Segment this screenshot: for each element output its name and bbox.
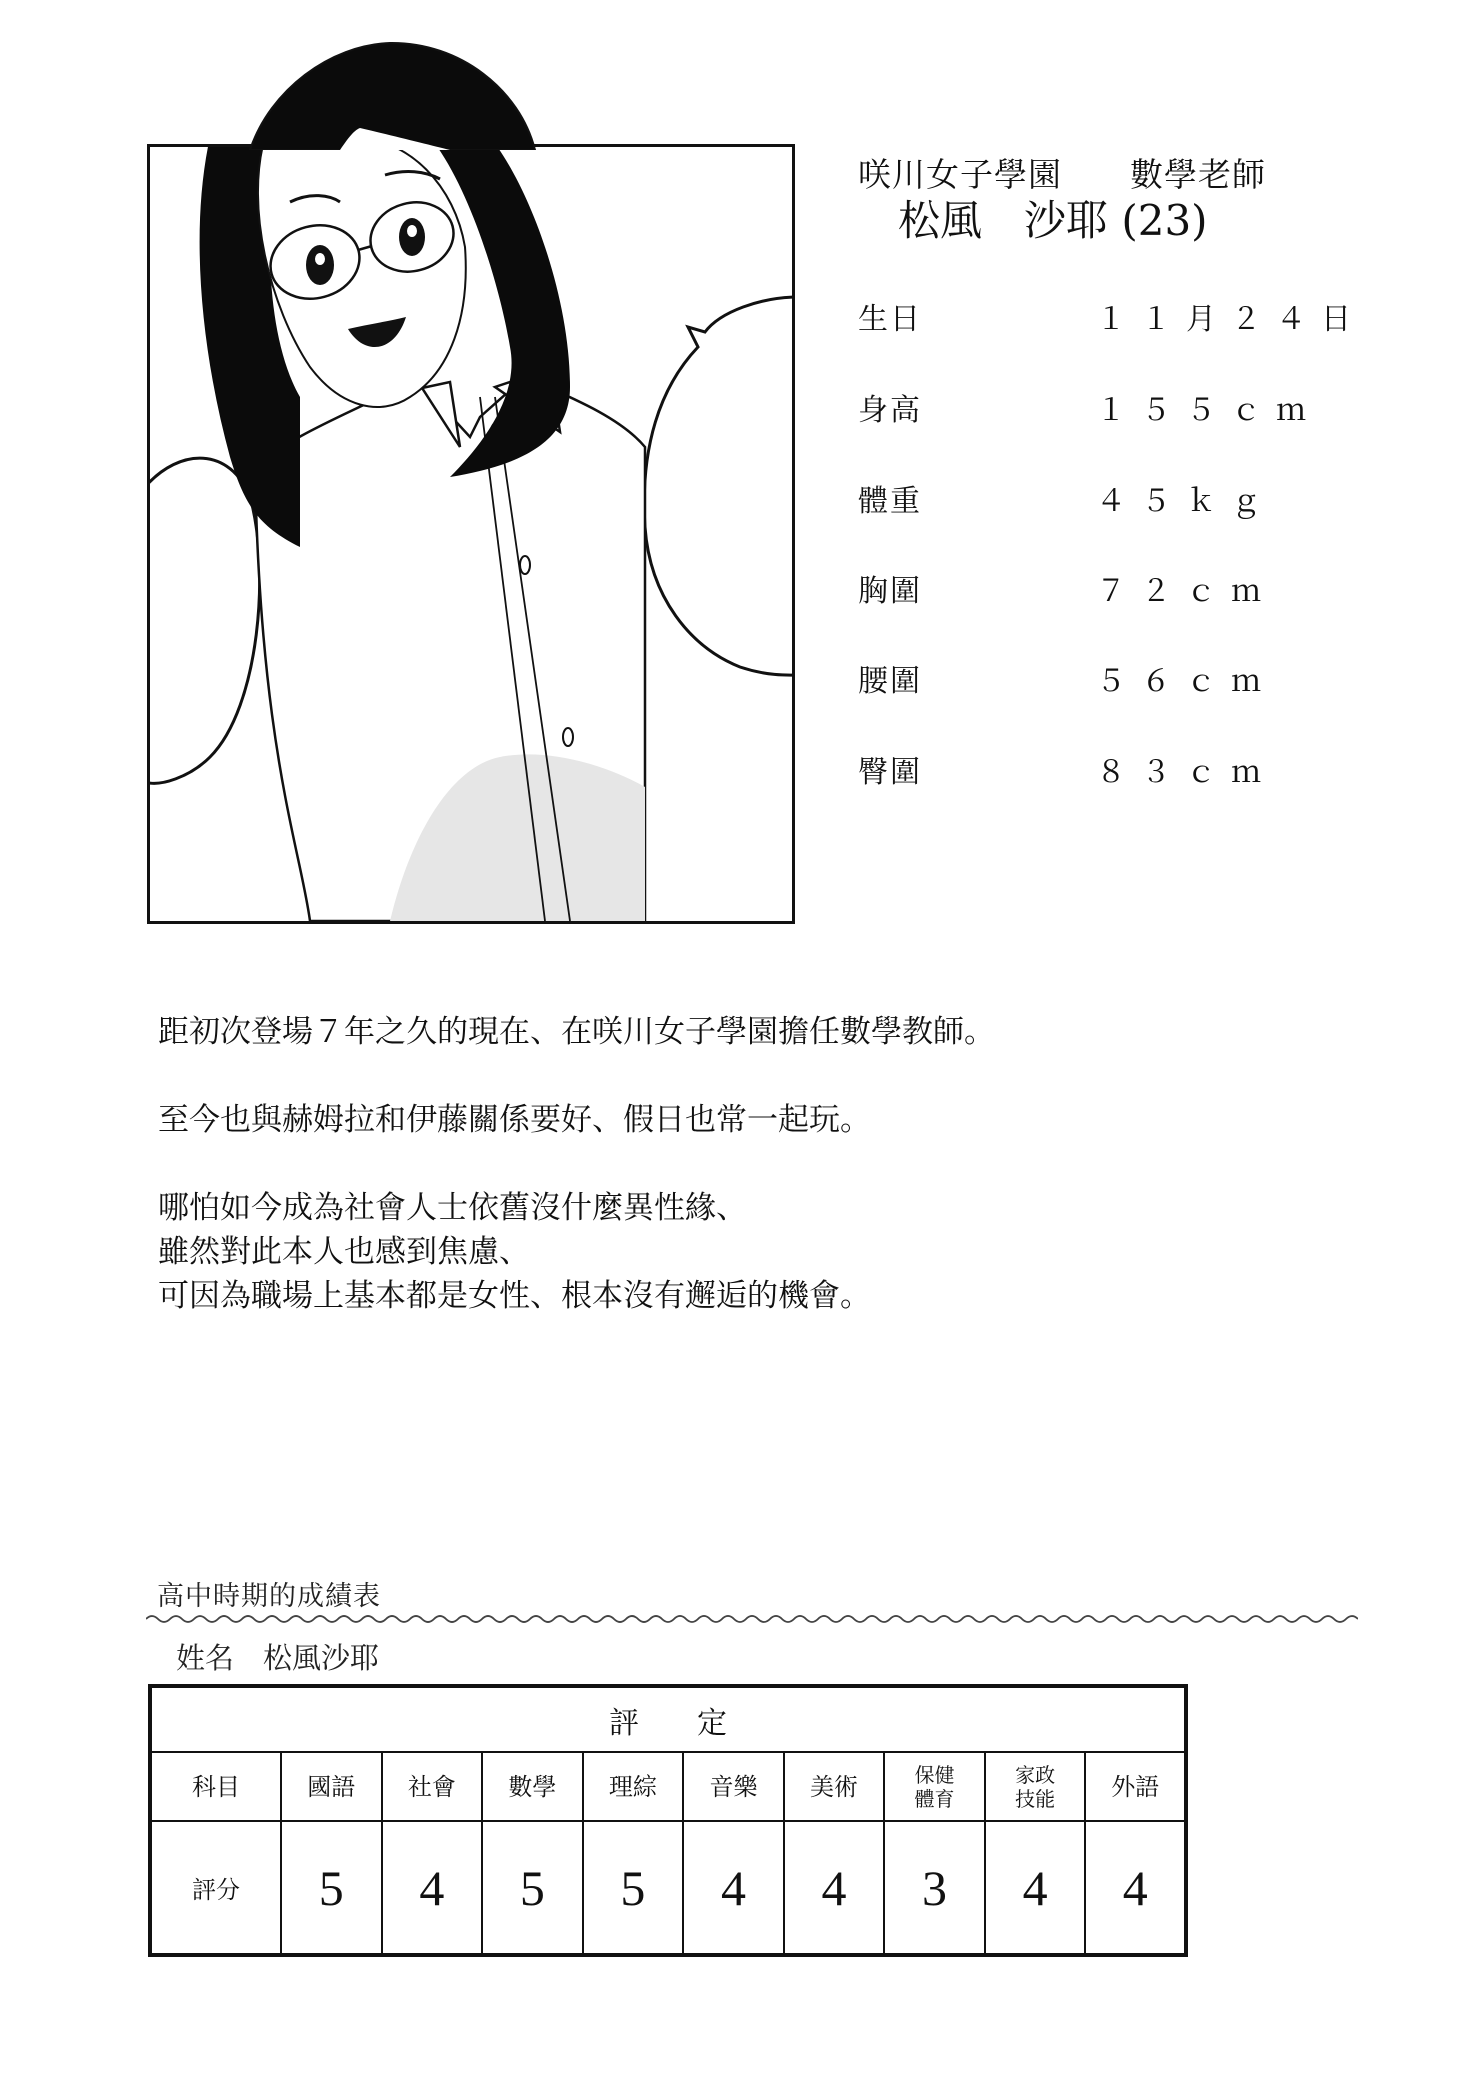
stat-label: 胸圍 [858, 574, 922, 609]
subject-cell: 國語 [281, 1752, 382, 1821]
stat-value: １５５ｃｍ [1096, 393, 1321, 428]
score-cell: 4 [784, 1821, 885, 1955]
subject-line: 體育 [914, 1786, 955, 1811]
hair-overflow-art [230, 40, 550, 150]
subject-cell: 理綜 [583, 1752, 684, 1821]
report-card-student-name [176, 1640, 379, 1676]
subject-cell [985, 1752, 1086, 1821]
description-line: 哪怕如今成為社會人士依舊沒什麼異性緣、 [158, 1190, 747, 1226]
subject-line: 保健 [914, 1762, 955, 1787]
stat-label: 腰圍 [858, 664, 922, 699]
description-line: 至今也與赫姆拉和伊藤關係要好、假日也常一起玩。 [158, 1102, 871, 1138]
stat-value: １１月２４日 [1096, 302, 1366, 337]
score-cell: 4 [382, 1821, 483, 1955]
score-row-label: 評分 [150, 1821, 281, 1955]
subject-cell: 外語 [1085, 1752, 1186, 1821]
subject-row-label: 科目 [150, 1752, 281, 1821]
score-cell: 5 [583, 1821, 684, 1955]
wavy-divider [146, 1612, 1358, 1626]
subject-cell: 數學 [482, 1752, 583, 1821]
name-value: 松風沙耶 [263, 1641, 380, 1675]
score-cell: 4 [683, 1821, 784, 1955]
description-line: 可因為職場上基本都是女性、根本沒有邂逅的機會。 [158, 1278, 871, 1314]
score-cell: 5 [281, 1821, 382, 1955]
stat-row-waist [858, 662, 1418, 702]
character-description [158, 1010, 1158, 1318]
description-line: 雖然對此本人也感到焦慮、 [158, 1234, 530, 1270]
stat-label: 生日 [858, 302, 922, 337]
grade-table-header: 評定 [150, 1686, 1186, 1752]
subject-cell: 音樂 [683, 1752, 784, 1821]
stat-label: 體重 [858, 484, 922, 519]
subject-cell: 社會 [382, 1752, 483, 1821]
speech-bubble-right [644, 297, 792, 675]
name-label: 姓名 [176, 1641, 235, 1675]
subject-line: 家政 [1015, 1762, 1056, 1787]
profile-header [858, 155, 1418, 247]
subject-line: 技能 [1015, 1786, 1056, 1811]
stat-row-bust [858, 572, 1418, 612]
stat-row-hip [858, 753, 1418, 793]
speech-bubble-left [150, 458, 260, 783]
stat-label: 身高 [858, 393, 922, 428]
grade-table [148, 1684, 1188, 1957]
subject-cell [884, 1752, 985, 1821]
score-cell: 4 [985, 1821, 1086, 1955]
subject-row [150, 1752, 1186, 1821]
stat-value: ５６ｃｍ [1096, 664, 1276, 699]
stat-value: ８３ｃｍ [1096, 755, 1276, 790]
score-cell: 3 [884, 1821, 985, 1955]
subject-cell: 美術 [784, 1752, 885, 1821]
score-cell: 4 [1085, 1821, 1186, 1955]
stat-label: 臀圍 [858, 755, 922, 790]
report-card-title: 高中時期的成績表 [157, 1581, 381, 1612]
description-line: 距初次登場７年之久的現在、在咲川女子學園擔任數學教師。 [158, 1014, 995, 1050]
character-name: 松風 沙耶 (23) [898, 196, 1208, 245]
stat-row-weight [858, 482, 1418, 522]
score-cell: 5 [482, 1821, 583, 1955]
affiliation-text: 咲川女子學園 數學老師 [858, 155, 1266, 194]
stat-row-birthday [858, 300, 1418, 340]
character-illustration-panel [147, 144, 795, 924]
character-illustration [150, 147, 792, 921]
grade-table-header-row [150, 1686, 1186, 1752]
stat-value: ７２ｃｍ [1096, 574, 1276, 609]
stat-row-height [858, 391, 1418, 431]
score-row [150, 1821, 1186, 1955]
stat-value: ４５ｋｇ [1096, 484, 1276, 519]
